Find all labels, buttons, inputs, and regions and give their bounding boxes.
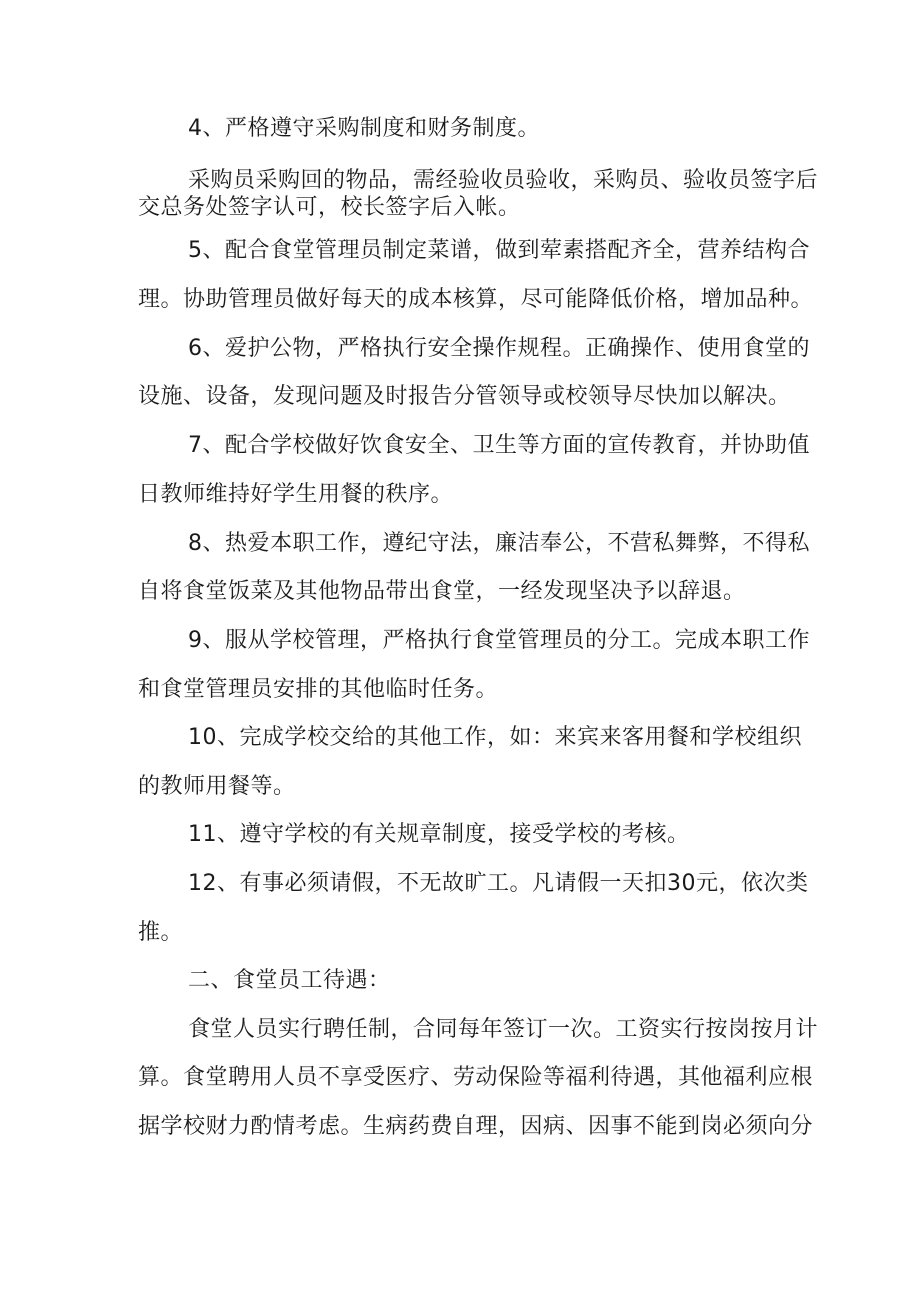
paragraph-line: 日教师维持好学生用餐的秩序。	[138, 482, 454, 507]
paragraph-line: 自将食堂饭菜及其他物品带出食堂，一经发现坚决予以辞退。	[138, 579, 746, 604]
section-heading: 二、食堂员工待遇：	[188, 968, 391, 993]
paragraph-line: 据学校财力酌情考虑。生病药费自理，因病、因事不能到岗必须向分	[138, 1114, 814, 1139]
paragraph-line: 交总务处签字认可，校长签字后入帐。	[138, 195, 521, 220]
paragraph-line: 的教师用餐等。	[138, 774, 296, 799]
paragraph-line: 6、爱护公物，严格执行安全操作规程。正确操作、使用食堂的	[188, 336, 810, 361]
paragraph-line: 算。食堂聘用人员不享受医疗、劳动保险等福利待遇，其他福利应根	[138, 1065, 814, 1090]
paragraph-line: 推。	[138, 920, 184, 945]
paragraph-line: 12、有事必须请假，不无故旷工。凡请假一天扣30元，依次类	[188, 871, 809, 896]
paragraph-line: 8、热爱本职工作，遵纪守法，廉洁奉公，不营私舞弊，不得私	[188, 531, 810, 556]
paragraph-line: 7、配合学校做好饮食安全、卫生等方面的宣传教育，并协助值	[188, 433, 810, 458]
paragraph-line: 11、遵守学校的有关规章制度，接受学校的考核。	[188, 822, 690, 847]
paragraph-line: 食堂人员实行聘任制，合同每年签订一次。工资实行按岗按月计	[188, 1017, 819, 1042]
paragraph-line: 和食堂管理员安排的其他临时任务。	[138, 677, 499, 702]
paragraph-line: 10、完成学校交给的其他工作，如：来宾来客用餐和学校组织	[188, 725, 802, 750]
paragraph-line: 设施、设备，发现问题及时报告分管领导或校领导尽快加以解决。	[138, 384, 791, 409]
paragraph-line: 5、配合食堂管理员制定菜谱，做到荤素搭配齐全，营养结构合	[188, 238, 810, 263]
paragraph-line: 4、严格遵守采购制度和财务制度。	[188, 116, 540, 141]
paragraph-line: 理。协助管理员做好每天的成本核算，尽可能降低价格，增加品种。	[138, 287, 814, 312]
paragraph-line: 采购员采购回的物品，需经验收员验收，采购员、验收员签字后	[188, 168, 819, 193]
paragraph-line: 9、服从学校管理，严格执行食堂管理员的分工。完成本职工作	[188, 628, 810, 653]
